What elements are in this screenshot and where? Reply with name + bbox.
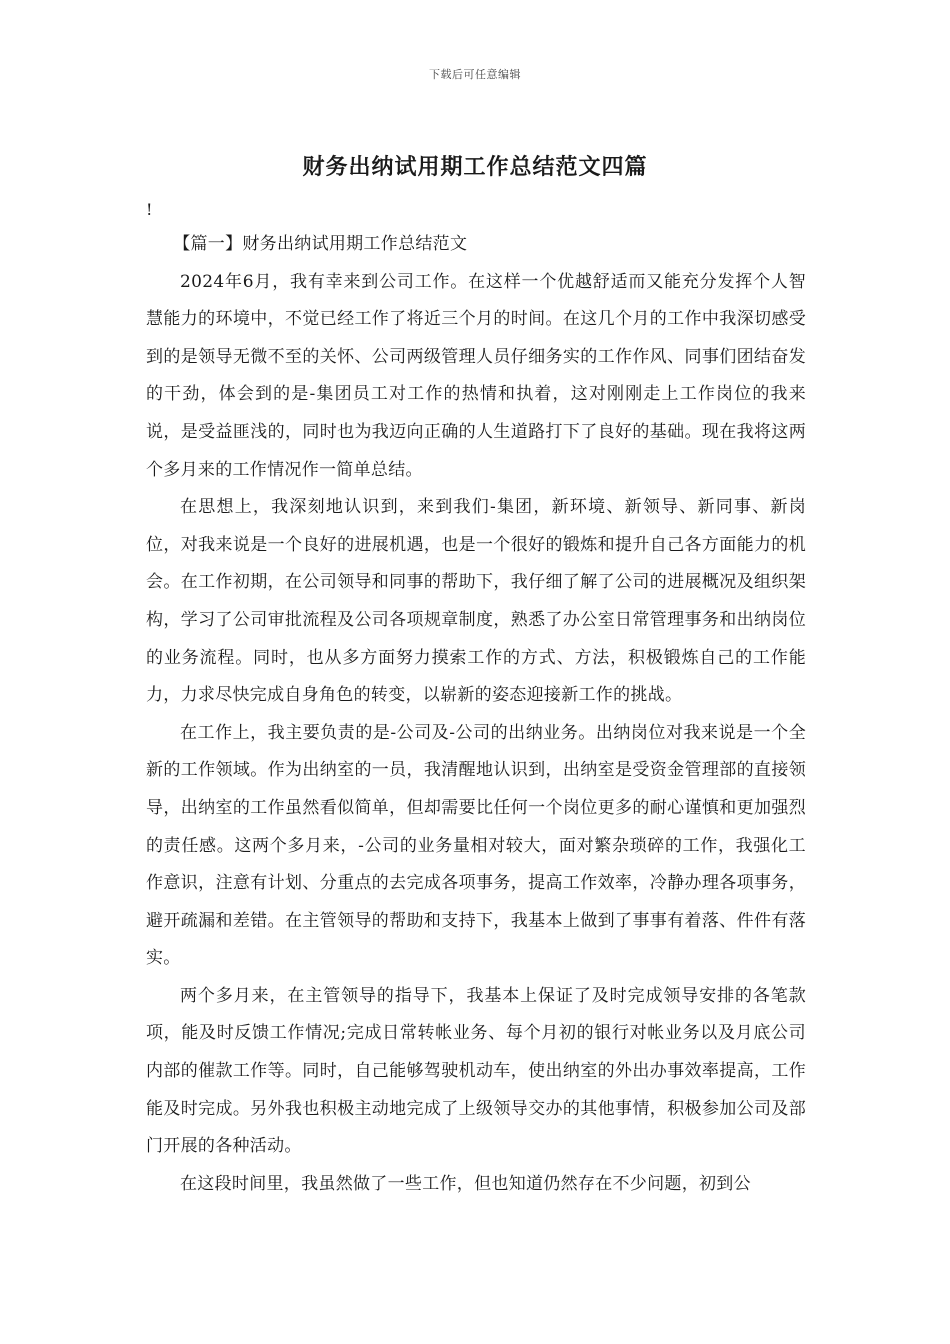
paragraph: 2024年6月，我有幸来到公司工作。在这样一个优越舒适而又能充分发挥个人智慧能力的环境中，不觉已经工作了将近三个月的时间。在这几个月的工作中我深切感受到的是领导无微不至的关怀、公司两级管理人员仔细务实的工作作风、同事们团结奋发的干劲，体会到的是-集团员工对工作的热情和执着，这对刚刚走上工作岗位的我来说，是受益匪浅的，同时也为我迈向正确的人生道路打下了良好的基础。现在我将这两个多月来的工作情况作一简单总结。: [146, 271, 806, 480]
paragraph: 在工作上，我主要负责的是-公司及-公司的出纳业务。出纳岗位对我来说是一个全新的工作领域。作为出纳室的一员，我清醒地认识到，出纳室是受资金管理部的直接领导，出纳室的工作虽然看似简单，但却需要比任何一个岗位更多的耐心谨慎和更加强烈的责任感。这两个多月来，-公司的业务量相对较大，面对繁杂琐碎的工作，我强化工作意识，注意有计划、分重点的去完成各项事务，提高工作效率，冷静办理各项事务，避开疏漏和差错。在主管领导的帮助和支持下，我基本上做到了事事有着落、件件有落实。: [146, 722, 806, 969]
document-body: [146, 226, 806, 1203]
header-note: 下载后可任意编辑: [429, 68, 521, 81]
section-heading: 【篇一】财务出纳试用期工作总结范文: [173, 234, 468, 254]
paragraph: 两个多月来，在主管领导的指导下，我基本上保证了及时完成领导安排的各笔款项，能及时反馈工作情况;完成日常转帐业务、每个月初的银行对帐业务以及月底公司内部的催款工作等。同时，自己能够驾驶机动车，使出纳室的外出办事效率提高，工作能及时完成。另外我也积极主动地完成了上级领导交办的其他事情，积极参加公司及部门开展的各种活动。: [146, 985, 806, 1157]
paragraph: 在这段时间里，我虽然做了一些工作，但也知道仍然存在不少问题，初到公: [180, 1173, 751, 1194]
document-title: 财务出纳试用期工作总结范文四篇: [302, 154, 648, 180]
paragraph: 在思想上，我深刻地认识到，来到我们-集团，新环境、新领导、新同事、新岗位，对我来说是一个良好的进展机遇，也是一个很好的锻炼和提升自己各方面能力的机会。在工作初期，在公司领导和同事的帮助下，我仔细了解了公司的进展概况及组织架构，学习了公司审批流程及公司各项规章制度，熟悉了办公室日常管理事务和出纳岗位的业务流程。同时，也从多方面努力摸索工作的方式、方法，积极锻炼自己的工作能力，力求尽快完成自身角色的转变，以崭新的姿态迎接新工作的挑战。: [146, 497, 806, 706]
exclamation-mark: !: [146, 200, 153, 219]
